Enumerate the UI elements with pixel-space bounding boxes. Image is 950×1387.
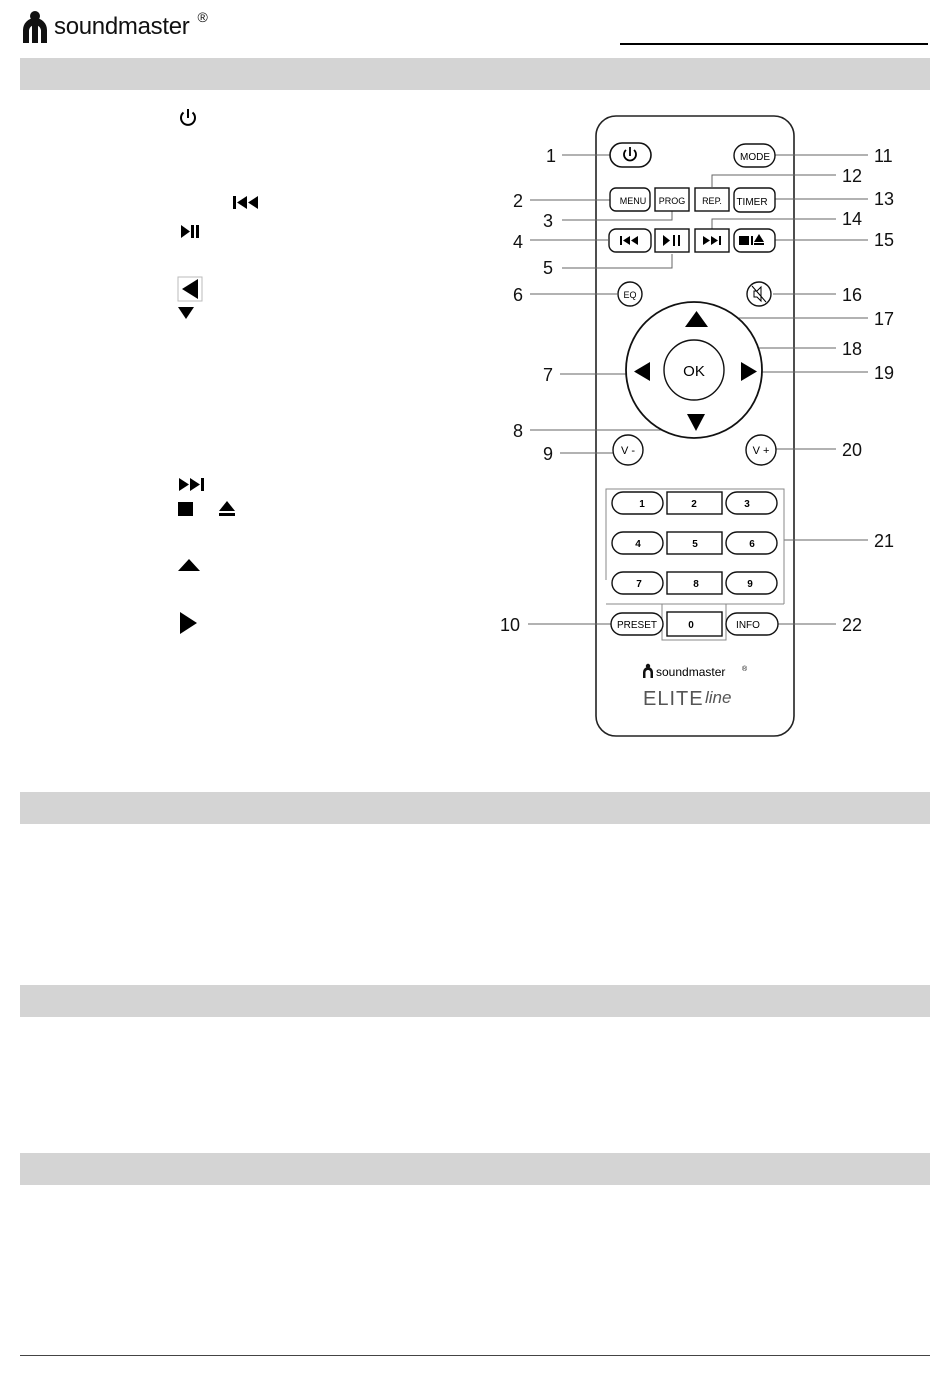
vol-up-label: V + — [752, 445, 770, 457]
section-bar-remote — [20, 58, 930, 90]
play-pause-button — [655, 229, 689, 252]
remote-registered-mark: ® — [742, 666, 748, 673]
skip-back-icon — [228, 188, 268, 218]
eject-icon — [212, 496, 242, 526]
numpad-label-0: 0 — [688, 620, 694, 631]
timer-label: TIMER — [736, 197, 768, 208]
callout-22: 22 — [842, 615, 863, 635]
play-pause-icon — [170, 217, 210, 247]
callout-9: 9 — [543, 444, 554, 464]
numpad-label-3: 3 — [744, 499, 750, 510]
right-arrow-icon — [170, 608, 210, 638]
down-arrow-icon — [170, 300, 210, 330]
header-rule — [620, 43, 928, 45]
callout-21: 21 — [874, 531, 895, 551]
vol-down-label: V - — [620, 445, 636, 457]
callout-7: 7 — [543, 365, 554, 385]
registered-mark: ® — [197, 9, 208, 25]
callout-8: 8 — [513, 421, 524, 441]
stop-icon — [170, 496, 210, 526]
callout-13: 13 — [874, 189, 895, 209]
remote-diagram — [490, 100, 920, 750]
eq-label: EQ — [623, 290, 637, 300]
numpad-label-5: 5 — [692, 539, 698, 550]
numpad-label-6: 6 — [749, 539, 755, 550]
remote-brand-name: soundmaster — [656, 665, 726, 679]
callout-17: 17 — [874, 309, 895, 329]
callout-2: 2 — [513, 191, 524, 211]
up-arrow-icon — [170, 552, 210, 582]
preset-label: PRESET — [616, 620, 658, 631]
brand-name: soundmaster — [54, 13, 190, 40]
callout-15: 15 — [874, 230, 895, 250]
menu-label: MENU — [619, 196, 647, 206]
prog-label: PROG — [658, 196, 686, 206]
numpad-label-7: 7 — [636, 579, 642, 590]
mode-label: MODE — [740, 152, 770, 163]
power-icon — [170, 103, 210, 133]
callout-16: 16 — [842, 285, 863, 305]
callout-11: 11 — [874, 146, 893, 166]
ok-label: OK — [683, 363, 705, 380]
callout-6: 6 — [513, 285, 524, 305]
brand-logo — [20, 10, 208, 44]
section-bar-3 — [20, 985, 930, 1017]
info-label: INFO — [736, 620, 760, 631]
callout-4: 4 — [513, 232, 524, 252]
numpad-key-1 — [612, 492, 663, 514]
callout-3: 3 — [543, 211, 554, 231]
callout-1: 1 — [546, 146, 557, 166]
numpad-label-2: 2 — [691, 499, 697, 510]
callout-14: 14 — [842, 209, 863, 229]
rep-label: REP. — [702, 196, 722, 206]
soundmaster-logo-icon — [20, 10, 50, 44]
remote-line-name-a: ELITE — [643, 688, 704, 710]
section-bar-2 — [20, 792, 930, 824]
numpad-label-9: 9 — [747, 579, 753, 590]
callout-5: 5 — [543, 258, 554, 278]
numpad-key-3 — [726, 492, 777, 514]
numpad-label-1: 1 — [639, 499, 645, 510]
numpad-label-8: 8 — [693, 579, 699, 590]
callout-19: 19 — [874, 363, 895, 383]
callout-10: 10 — [500, 615, 521, 635]
numpad-label-4: 4 — [635, 539, 641, 550]
remote-line-name-b: line — [705, 688, 732, 707]
callout-20: 20 — [842, 440, 863, 460]
callout-12: 12 — [842, 166, 863, 186]
callout-18: 18 — [842, 339, 863, 359]
numpad-key-0 — [667, 612, 722, 636]
section-bar-4 — [20, 1153, 930, 1185]
footer-rule — [20, 1355, 930, 1356]
